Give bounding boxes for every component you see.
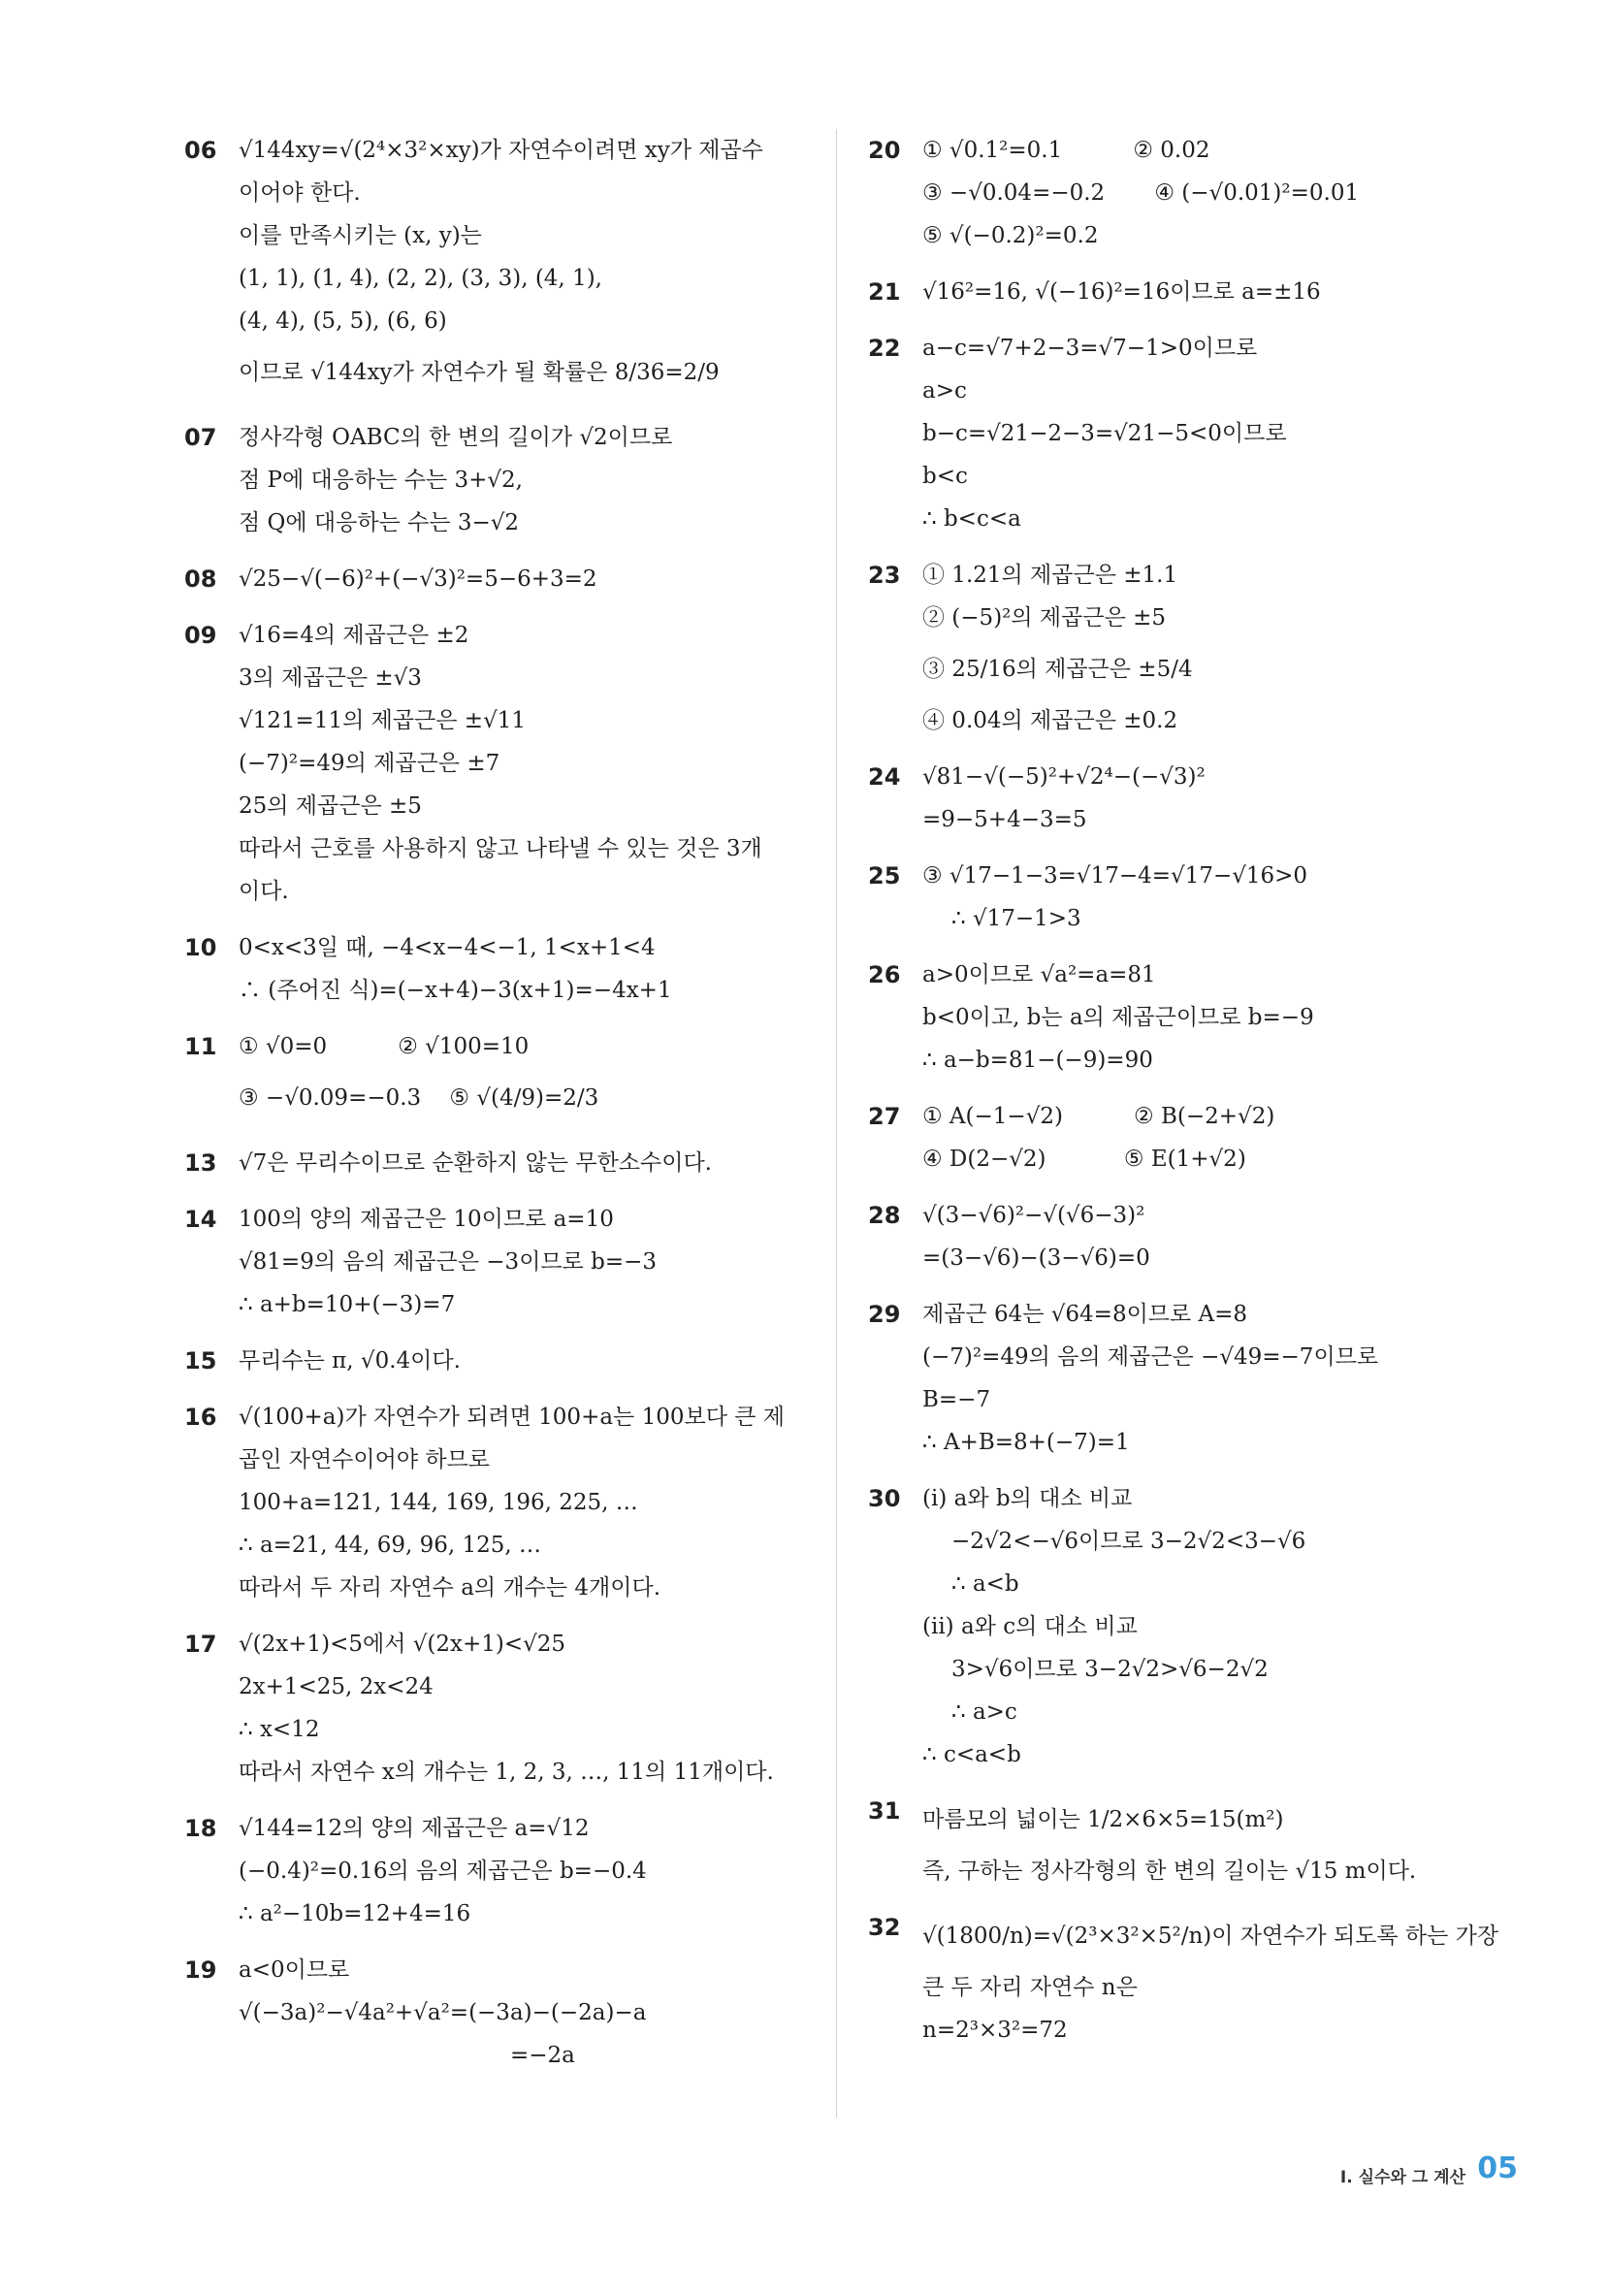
solution-line: =−2a — [510, 2043, 575, 2068]
solution-line: √144xy=√(2⁴×3²×xy)가 자연수이려면 xy가 제곱수 — [239, 138, 763, 163]
solution-line: b<c — [922, 464, 968, 489]
problem-23 — [868, 554, 1498, 742]
problem-26 — [868, 954, 1498, 1082]
problem-11 — [184, 1025, 815, 1128]
left-column — [184, 129, 815, 2090]
problem-number: 11 — [184, 1033, 217, 1060]
solution-line: a>0이므로 √a²=a=81 — [922, 962, 1156, 987]
problem-number: 23 — [868, 562, 901, 589]
problem-number: 24 — [868, 763, 901, 791]
problem-number: 08 — [184, 566, 217, 593]
solution-line: (−7)²=49의 제곱근은 ±7 — [239, 751, 500, 776]
solution-line: 제곱근 64는 √64=8이므로 A=8 — [922, 1302, 1248, 1327]
problem-08 — [184, 558, 815, 600]
solution-line: ① A(−1−√2) ② B(−2+√2) — [922, 1104, 1275, 1129]
solution-line: 점 P에 대응하는 수는 3+√2, — [239, 468, 523, 493]
solution-line: ∴ √17−1>3 — [951, 906, 1081, 931]
solution-line: ③ √17−1−3=√17−4=√17−√16>0 — [922, 863, 1308, 889]
solution-line: 따라서 자연수 x의 개수는 1, 2, 3, …, 11의 11개이다. — [239, 1760, 774, 1785]
solution-line: √81=9의 음의 제곱근은 −3이므로 b=−3 — [239, 1249, 658, 1275]
solution-line: ∴ a²−10b=12+4=16 — [239, 1901, 471, 1926]
solution-line: ∴ (주어진 식)=(−x+4)−3(x+1)=−4x+1 — [239, 978, 672, 1003]
problem-number: 13 — [184, 1149, 217, 1177]
solution-line: ① √0=0 ② √100=10 — [239, 1034, 530, 1059]
problem-number: 10 — [184, 934, 217, 961]
solution-line: 정사각형 OABC의 한 변의 길이가 √2이므로 — [239, 425, 673, 450]
problem-15 — [184, 1340, 815, 1382]
solution-line: 3의 제곱근은 ±√3 — [239, 665, 422, 691]
problem-07 — [184, 416, 815, 544]
solution-line: 무리수는 π, √0.4이다. — [239, 1348, 461, 1374]
problem-number: 15 — [184, 1347, 217, 1374]
problem-29 — [868, 1293, 1498, 1464]
solution-line: (ii) a와 c의 대소 비교 — [922, 1614, 1138, 1639]
solution-line: n=2³×3²=72 — [922, 2018, 1068, 2043]
solution-line: ∴ a−b=81−(−9)=90 — [922, 1048, 1153, 1073]
solution-line: (1, 1), (1, 4), (2, 2), (3, 3), (4, 1), — [239, 266, 602, 291]
problem-number: 07 — [184, 424, 217, 451]
solution-line: ∴ a>c — [951, 1699, 1017, 1725]
solution-line: √(2x+1)<5에서 √(2x+1)<√25 — [239, 1632, 566, 1657]
problem-28 — [868, 1194, 1498, 1279]
problem-number: 14 — [184, 1206, 217, 1233]
problem-number: 29 — [868, 1301, 901, 1328]
solution-line: B=−7 — [922, 1387, 991, 1412]
right-column — [868, 129, 1498, 2065]
solution-line: 25의 제곱근은 ±5 — [239, 793, 422, 819]
solution-line: ∴ x<12 — [239, 1717, 320, 1742]
problem-24 — [868, 756, 1498, 841]
solution-line: √16²=16, √(−16)²=16이므로 a=±16 — [922, 279, 1321, 305]
solution-line: √121=11의 제곱근은 ±√11 — [239, 708, 526, 733]
solution-line: √(100+a)가 자연수가 되려면 100+a는 100보다 큰 제 — [239, 1405, 785, 1430]
problem-number: 26 — [868, 961, 901, 988]
problem-17 — [184, 1623, 815, 1794]
problem-10 — [184, 926, 815, 1012]
solution-line: √(1800/n)=√(2³×3²×5²/n)이 자연수가 되도록 하는 가장 — [922, 1924, 1499, 1949]
solution-line: 곱인 자연수이어야 하므로 — [239, 1447, 491, 1472]
solution-line: ④ D(2−√2) ⑤ E(1+√2) — [922, 1147, 1246, 1172]
solution-line: a>c — [922, 378, 967, 404]
solution-line: ③ −√0.04=−0.2 ④ (−√0.01)²=0.01 — [922, 180, 1360, 206]
section-label: I. 실수와 그 계산 — [1339, 2168, 1465, 2187]
solution-line: 이므로 √144xy가 자연수가 될 확률은 8/36=2/9 — [239, 360, 720, 385]
solution-line: 2x+1<25, 2x<24 — [239, 1674, 434, 1699]
solution-line: (4, 4), (5, 5), (6, 6) — [239, 308, 447, 334]
solution-line: √144=12의 양의 제곱근은 a=√12 — [239, 1816, 590, 1841]
solution-line: ③ 25/16의 제곱근은 ±5/4 — [922, 657, 1193, 682]
problem-18 — [184, 1807, 815, 1935]
problem-30 — [868, 1477, 1498, 1776]
solution-line: √81−√(−5)²+√2⁴−(−√3)² — [922, 764, 1206, 790]
problem-number: 16 — [184, 1404, 217, 1431]
solution-line: 점 Q에 대응하는 수는 3−√2 — [239, 510, 520, 535]
solution-line: √(−3a)²−√4a²+√a²=(−3a)−(−2a)−a — [239, 2000, 647, 2025]
solution-line: (−7)²=49의 음의 제곱근은 −√49=−7이므로 — [922, 1344, 1379, 1370]
problem-number: 27 — [868, 1103, 901, 1130]
column-divider — [836, 129, 837, 2118]
problem-number: 31 — [868, 1797, 901, 1825]
solution-line: 이어야 한다. — [239, 180, 361, 206]
solution-line: 즉, 구하는 정사각형의 한 변의 길이는 √15 m이다. — [922, 1859, 1417, 1884]
problem-21 — [868, 271, 1498, 313]
problem-number: 20 — [868, 137, 901, 164]
problem-09 — [184, 614, 815, 913]
problem-13 — [184, 1142, 815, 1184]
solution-line: (i) a와 b의 대소 비교 — [922, 1486, 1133, 1511]
solution-line: a−c=√7+2−3=√7−1>0이므로 — [922, 336, 1258, 361]
problem-number: 22 — [868, 335, 901, 362]
solution-line: √16=4의 제곱근은 ±2 — [239, 623, 469, 648]
problem-number: 09 — [184, 622, 217, 649]
problem-27 — [868, 1095, 1498, 1180]
page-number: 05 — [1477, 2151, 1518, 2185]
solution-line: ∴ a+b=10+(−3)=7 — [239, 1292, 456, 1317]
solution-line: ∴ c<a<b — [922, 1742, 1021, 1767]
solution-line: 이다. — [239, 879, 289, 904]
problem-06 — [184, 129, 815, 403]
problem-number: 28 — [868, 1202, 901, 1229]
problem-number: 21 — [868, 278, 901, 306]
solution-line: 따라서 근호를 사용하지 않고 나타낼 수 있는 것은 3개 — [239, 836, 762, 861]
problem-number: 19 — [184, 1956, 217, 1984]
solution-line: ① √0.1²=0.1 ② 0.02 — [922, 138, 1210, 163]
solution-line: 3>√6이므로 3−2√2>√6−2√2 — [951, 1657, 1269, 1682]
problem-number: 32 — [868, 1914, 901, 1941]
solution-line: 0<x<3일 때, −4<x−4<−1, 1<x+1<4 — [239, 935, 656, 960]
solution-line: ② (−5)²의 제곱근은 ±5 — [922, 605, 1166, 631]
solution-line: 큰 두 자리 자연수 n은 — [922, 1975, 1138, 2000]
solution-line: ∴ A+B=8+(−7)=1 — [922, 1430, 1130, 1455]
problem-32 — [868, 1906, 1498, 2052]
problem-19 — [184, 1949, 815, 2077]
solution-line: b<0이고, b는 a의 제곱근이므로 b=−9 — [922, 1005, 1314, 1030]
solution-line: 마름모의 넓이는 1/2×6×5=15(m²) — [922, 1807, 1284, 1832]
problem-number: 25 — [868, 862, 901, 889]
solution-line: ∴ b<c<a — [922, 506, 1021, 532]
solution-line: 100+a=121, 144, 169, 196, 225, … — [239, 1490, 638, 1515]
problem-25 — [868, 855, 1498, 940]
problem-number: 30 — [868, 1485, 901, 1512]
solution-line: ④ 0.04의 제곱근은 ±0.2 — [922, 708, 1178, 733]
problem-20 — [868, 129, 1498, 257]
problem-number: 18 — [184, 1815, 217, 1842]
solution-line: √7은 무리수이므로 순환하지 않는 무한소수이다. — [239, 1150, 712, 1176]
solution-line: =9−5+4−3=5 — [922, 807, 1087, 832]
problem-number: 17 — [184, 1631, 217, 1658]
solution-line: ③ −√0.09=−0.3 ⑤ √(4/9)=2/3 — [239, 1085, 599, 1111]
solution-line: 이를 만족시키는 (x, y)는 — [239, 223, 482, 248]
solution-line: b−c=√21−2−3=√21−5<0이므로 — [922, 421, 1287, 446]
solution-line: a<0이므로 — [239, 1957, 350, 1983]
problem-number: 06 — [184, 137, 217, 164]
problem-16 — [184, 1396, 815, 1609]
problem-22 — [868, 327, 1498, 540]
solution-line: (−0.4)²=0.16의 음의 제곱근은 b=−0.4 — [239, 1859, 647, 1884]
solution-line: ① 1.21의 제곱근은 ±1.1 — [922, 563, 1178, 588]
solution-line: ∴ a<b — [951, 1571, 1019, 1597]
solution-line: =(3−√6)−(3−√6)=0 — [922, 1245, 1150, 1271]
solution-line: 100의 양의 제곱근은 10이므로 a=10 — [239, 1207, 614, 1232]
solution-line: ⑤ √(−0.2)²=0.2 — [922, 223, 1099, 248]
problem-31 — [868, 1790, 1498, 1892]
solution-line: ∴ a=21, 44, 69, 96, 125, … — [239, 1533, 542, 1558]
solution-line: √25−√(−6)²+(−√3)²=5−6+3=2 — [239, 566, 597, 592]
solution-line: −2√2<−√6이므로 3−2√2<3−√6 — [951, 1529, 1306, 1554]
solution-line: 따라서 두 자리 자연수 a의 개수는 4개이다. — [239, 1575, 661, 1601]
solution-line: √(3−√6)²−√(√6−3)² — [922, 1203, 1145, 1228]
problem-14 — [184, 1198, 815, 1326]
